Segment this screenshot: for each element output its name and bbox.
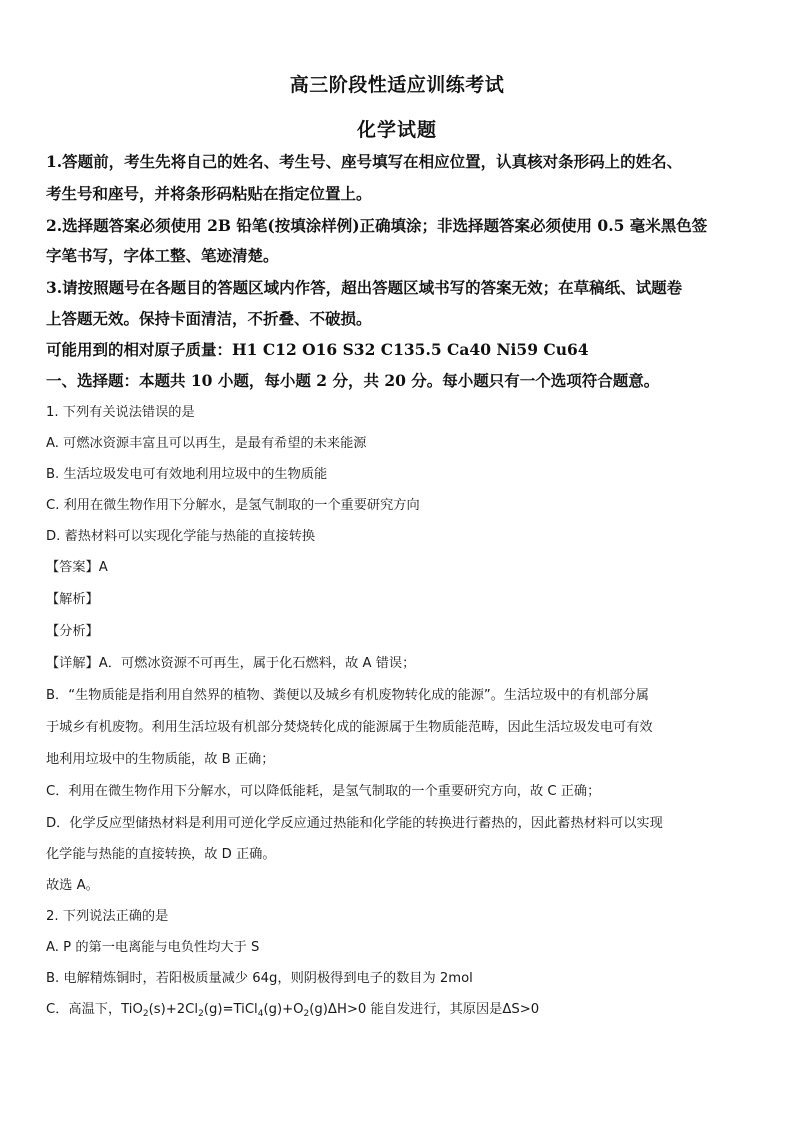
instruction-1: 1.答题前，考生先将自己的姓名、考生号、座号填写在相应位置，认真核对条形码上的姓名、 <box>46 152 683 171</box>
q2-c-text-1: C．高温下，TiO <box>46 1002 143 1017</box>
q1-fenxi-label: 【分析】 <box>46 624 99 639</box>
q2-c-text-3: (g)=TiCl <box>203 1002 258 1017</box>
q1-detail-c: C．利用在微生物作用下分解水，可以降低能耗，是氢气制取的一个重要研究方向，故 C 正确； <box>46 784 601 799</box>
q1-conclusion: 故选 A。 <box>46 878 99 893</box>
instruction-2-cont: 字笔书写，字体工整、笔迹清楚。 <box>46 246 279 265</box>
q1-analysis-label: 【解析】 <box>46 592 99 607</box>
q2-c-sub-4: 2 <box>303 1009 310 1019</box>
q2-c-text-4: (g)+O <box>263 1002 304 1017</box>
exam-subtitle: 化学试题 <box>356 119 437 141</box>
q1-answer <box>46 556 108 575</box>
q2-option-b: B. 电解精炼铜时，若阳极质量减少 64g，则阴极得到电子的数目为 2mol <box>46 971 473 986</box>
q1-detail-b1: B．“生物质能是指利用自然界的植物、粪便以及城乡有机废物转化成的能源”。生活垃圾中的有机部分属 <box>46 688 649 703</box>
q1-option-a: A. 可燃冰资源丰富且可以再生，是最有希望的未来能源 <box>46 436 367 451</box>
section-heading: 一、选择题：本题共 10 小题，每小题 2 分，共 20 分。每小题只有一个选项符合题意。 <box>46 371 660 390</box>
q2-c-sub-3: 4 <box>257 1009 264 1019</box>
detail-label: 【详解】 <box>46 656 99 671</box>
answer-label: 【答案】 <box>46 560 99 575</box>
q1-detail-d2: 化学能与热能的直接转换，故 D 正确。 <box>46 847 276 862</box>
q1-detail-a <box>46 652 415 671</box>
q1-stem: 1. 下列有关说法错误的是 <box>46 405 195 420</box>
q2-stem: 2. 下列说法正确的是 <box>46 909 169 924</box>
q2-option-c <box>46 998 539 1017</box>
q1-option-d: D. 蓄热材料可以实现化学能与热能的直接转换 <box>46 529 316 544</box>
instruction-1-cont: 考生号和座号，并将条形码粘贴在指定位置上。 <box>46 184 372 203</box>
q2-c-sub-1: 2 <box>142 1009 149 1019</box>
q1-detail-b3: 地利用垃圾中的生物质能，故 B 正确； <box>46 752 275 767</box>
exam-title: 高三阶段性适应训练考试 <box>289 74 505 96</box>
q1-option-b: B. 生活垃圾发电可有效地利用垃圾中的生物质能 <box>46 467 328 482</box>
q2-option-a: A. P 的第一电离能与电负性均大于 S <box>46 940 260 955</box>
q2-c-text-5: (g)ΔH>0 能自发进行，其原因是ΔS>0 <box>309 1002 540 1017</box>
instruction-3-cont: 上答题无效。保持卡面清洁，不折叠、不破损。 <box>46 309 372 328</box>
q1-option-c: C. 利用在微生物作用下分解水，是氢气制取的一个重要研究方向 <box>46 498 420 513</box>
q1-detail-b2: 于城乡有机废物。利用生活垃圾有机部分焚烧转化成的能源属于生物质能范畴，因此生活垃圾发电可有效 <box>46 720 653 735</box>
detail-a-text: A．可燃冰资源不可再生，属于化石燃料，故 A 错误； <box>98 656 416 671</box>
instruction-2: 2.选择题答案必须使用 2B 铅笔(按填涂样例)正确填涂；非选择题答案必须使用 0.5 毫米黑色签 <box>46 216 708 235</box>
answer-value: A <box>98 560 108 575</box>
q2-c-text-2: (s)+2Cl <box>148 1002 199 1017</box>
atomic-mass-line: 可能用到的相对原子质量：H1 C12 O16 S32 C135.5 Ca40 Ni59 Cu64 <box>46 340 589 359</box>
instruction-3: 3.请按照题号在各题目的答题区域内作答，超出答题区域书写的答案无效；在草稿纸、试题卷 <box>46 278 683 297</box>
q2-c-sub-2: 2 <box>198 1009 204 1019</box>
q1-detail-d1: D．化学反应型储热材料是利用可逆化学反应通过热能和化学能的转换进行蓄热的，因此蓄热材料可以实现 <box>46 816 663 831</box>
